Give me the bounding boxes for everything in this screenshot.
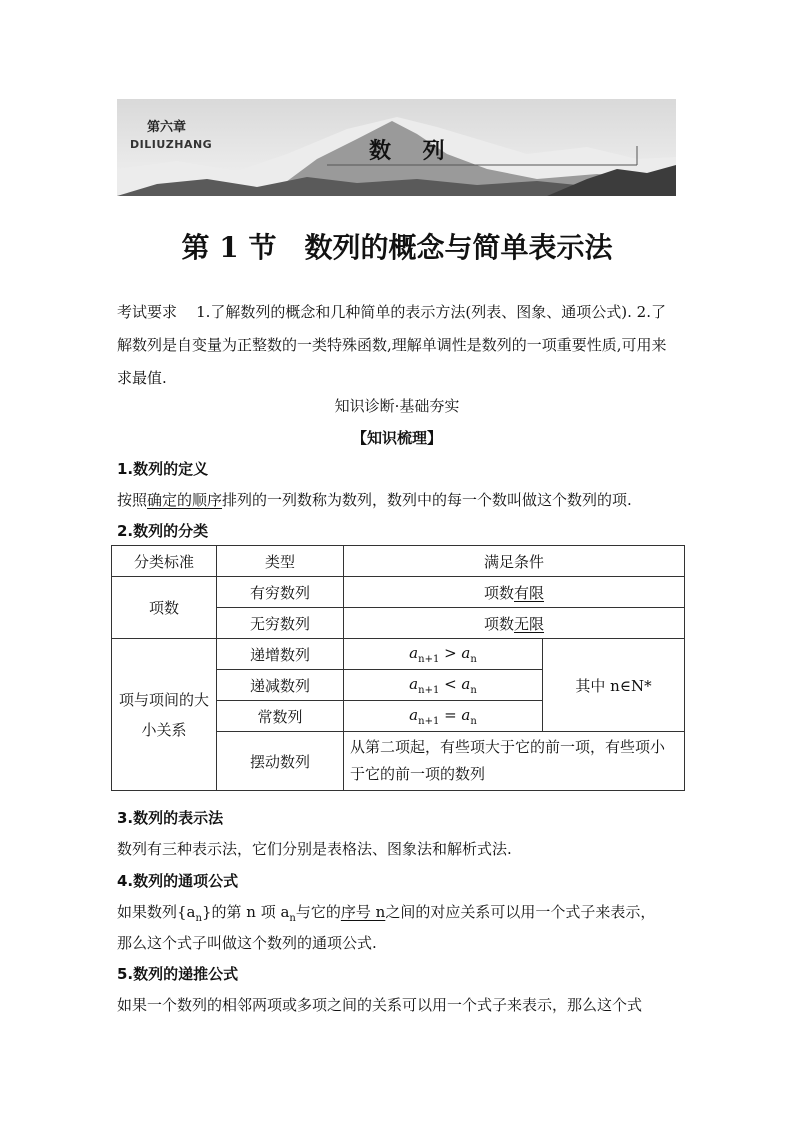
chapter-tag bbox=[117, 99, 221, 149]
cond-note: 其中 n∈N* bbox=[543, 639, 685, 732]
cond-infinite bbox=[344, 608, 685, 639]
cond-infinite-pre: 项数 bbox=[483, 614, 514, 633]
gt-underline: 序号 n bbox=[340, 903, 386, 921]
type-constant: 常数列 bbox=[217, 701, 344, 732]
exam-requirements bbox=[117, 296, 679, 395]
heading-recursive: 5.数列的递推公式 bbox=[117, 965, 239, 983]
heading-general-term: 4.数列的通项公式 bbox=[117, 872, 239, 890]
group-size-relation: 项与项间的大小关系 bbox=[112, 639, 217, 791]
exam-text: 1.了解数列的概念和几种简单的表示方法(列表、图象、通项公式). 2.了解数列是自变量为正整数的一类特殊函数,理解单调性是数列的一项重要性质,可用来求最值. bbox=[117, 303, 667, 387]
general-term-line1: 如果数列$\{a_n\}$的第 n 项 $a_n$与它的序号 n之间的对应关系可以用一个式子来表示， bbox=[117, 903, 656, 924]
cond-oscillating: 从第二项起，有些项大于它的前一项，有些项小于它的前一项的数列 bbox=[344, 732, 685, 791]
cond-finite-pre: 项数 bbox=[483, 583, 514, 602]
type-decreasing: 递减数列 bbox=[217, 670, 344, 701]
section-title: 第 1 节 数列的概念与简单表示法 bbox=[181, 231, 613, 264]
cond-constant: $a_{n+1} = a_n$ bbox=[344, 701, 543, 732]
header-type: 类型 bbox=[217, 546, 344, 577]
type-finite: 有穷数列 bbox=[217, 577, 344, 608]
def-post: 排列的一列数称为数列，数列中的每一个数叫做这个数列的项. bbox=[222, 491, 632, 509]
chapter-title: 数 列 bbox=[369, 139, 457, 164]
cond-finite-u: 有限 bbox=[514, 583, 545, 602]
chapter-banner bbox=[117, 99, 676, 196]
classification-table bbox=[111, 545, 685, 791]
def-underline: 确定的顺序 bbox=[147, 491, 223, 509]
cond-increasing: $a_{n+1} > a_n$ bbox=[344, 639, 543, 670]
section-label: 【知识梳理】 bbox=[351, 429, 442, 447]
exam-label: 考试要求 bbox=[117, 303, 178, 321]
table-row bbox=[112, 577, 685, 608]
cond-infinite-u: 无限 bbox=[514, 614, 545, 633]
def-pre: 按照 bbox=[117, 491, 148, 509]
table-row bbox=[112, 639, 685, 670]
definition-text bbox=[117, 489, 632, 510]
representation-text: 数列有三种表示法，它们分别是表格法、图象法和解析式法. bbox=[117, 840, 512, 858]
type-infinite: 无穷数列 bbox=[217, 608, 344, 639]
subheading: 知识诊断·基础夯实 bbox=[334, 397, 460, 415]
cond-finite bbox=[344, 577, 685, 608]
general-term-line2: 那么这个式子叫做这个数列的通项公式. bbox=[117, 934, 377, 952]
header-condition: 满足条件 bbox=[344, 546, 685, 577]
group-term-count: 项数 bbox=[112, 577, 217, 639]
cond-decreasing: $a_{n+1} < a_n$ bbox=[344, 670, 543, 701]
header-criteria: 分类标准 bbox=[112, 546, 217, 577]
type-oscillating: 摆动数列 bbox=[217, 732, 344, 791]
recursive-text: 如果一个数列的相邻两项或多项之间的关系可以用一个式子来表示，那么这个式 bbox=[117, 996, 643, 1014]
gt-b: }的第 n 项 a bbox=[201, 903, 290, 921]
gt-c: 与它的 bbox=[295, 903, 341, 921]
gt-a: 如果数列{a bbox=[117, 903, 196, 921]
heading-definition: 1.数列的定义 bbox=[117, 460, 209, 478]
table-header-row bbox=[112, 546, 685, 577]
gt-d: 之间的对应关系可以用一个式子来表示， bbox=[385, 903, 656, 921]
heading-classification: 2.数列的分类 bbox=[117, 522, 209, 540]
chapter-number: 第六章 bbox=[147, 120, 187, 135]
type-increasing: 递增数列 bbox=[217, 639, 344, 670]
chapter-pinyin: DILIUZHANG bbox=[130, 138, 213, 151]
heading-representation: 3.数列的表示法 bbox=[117, 809, 224, 827]
